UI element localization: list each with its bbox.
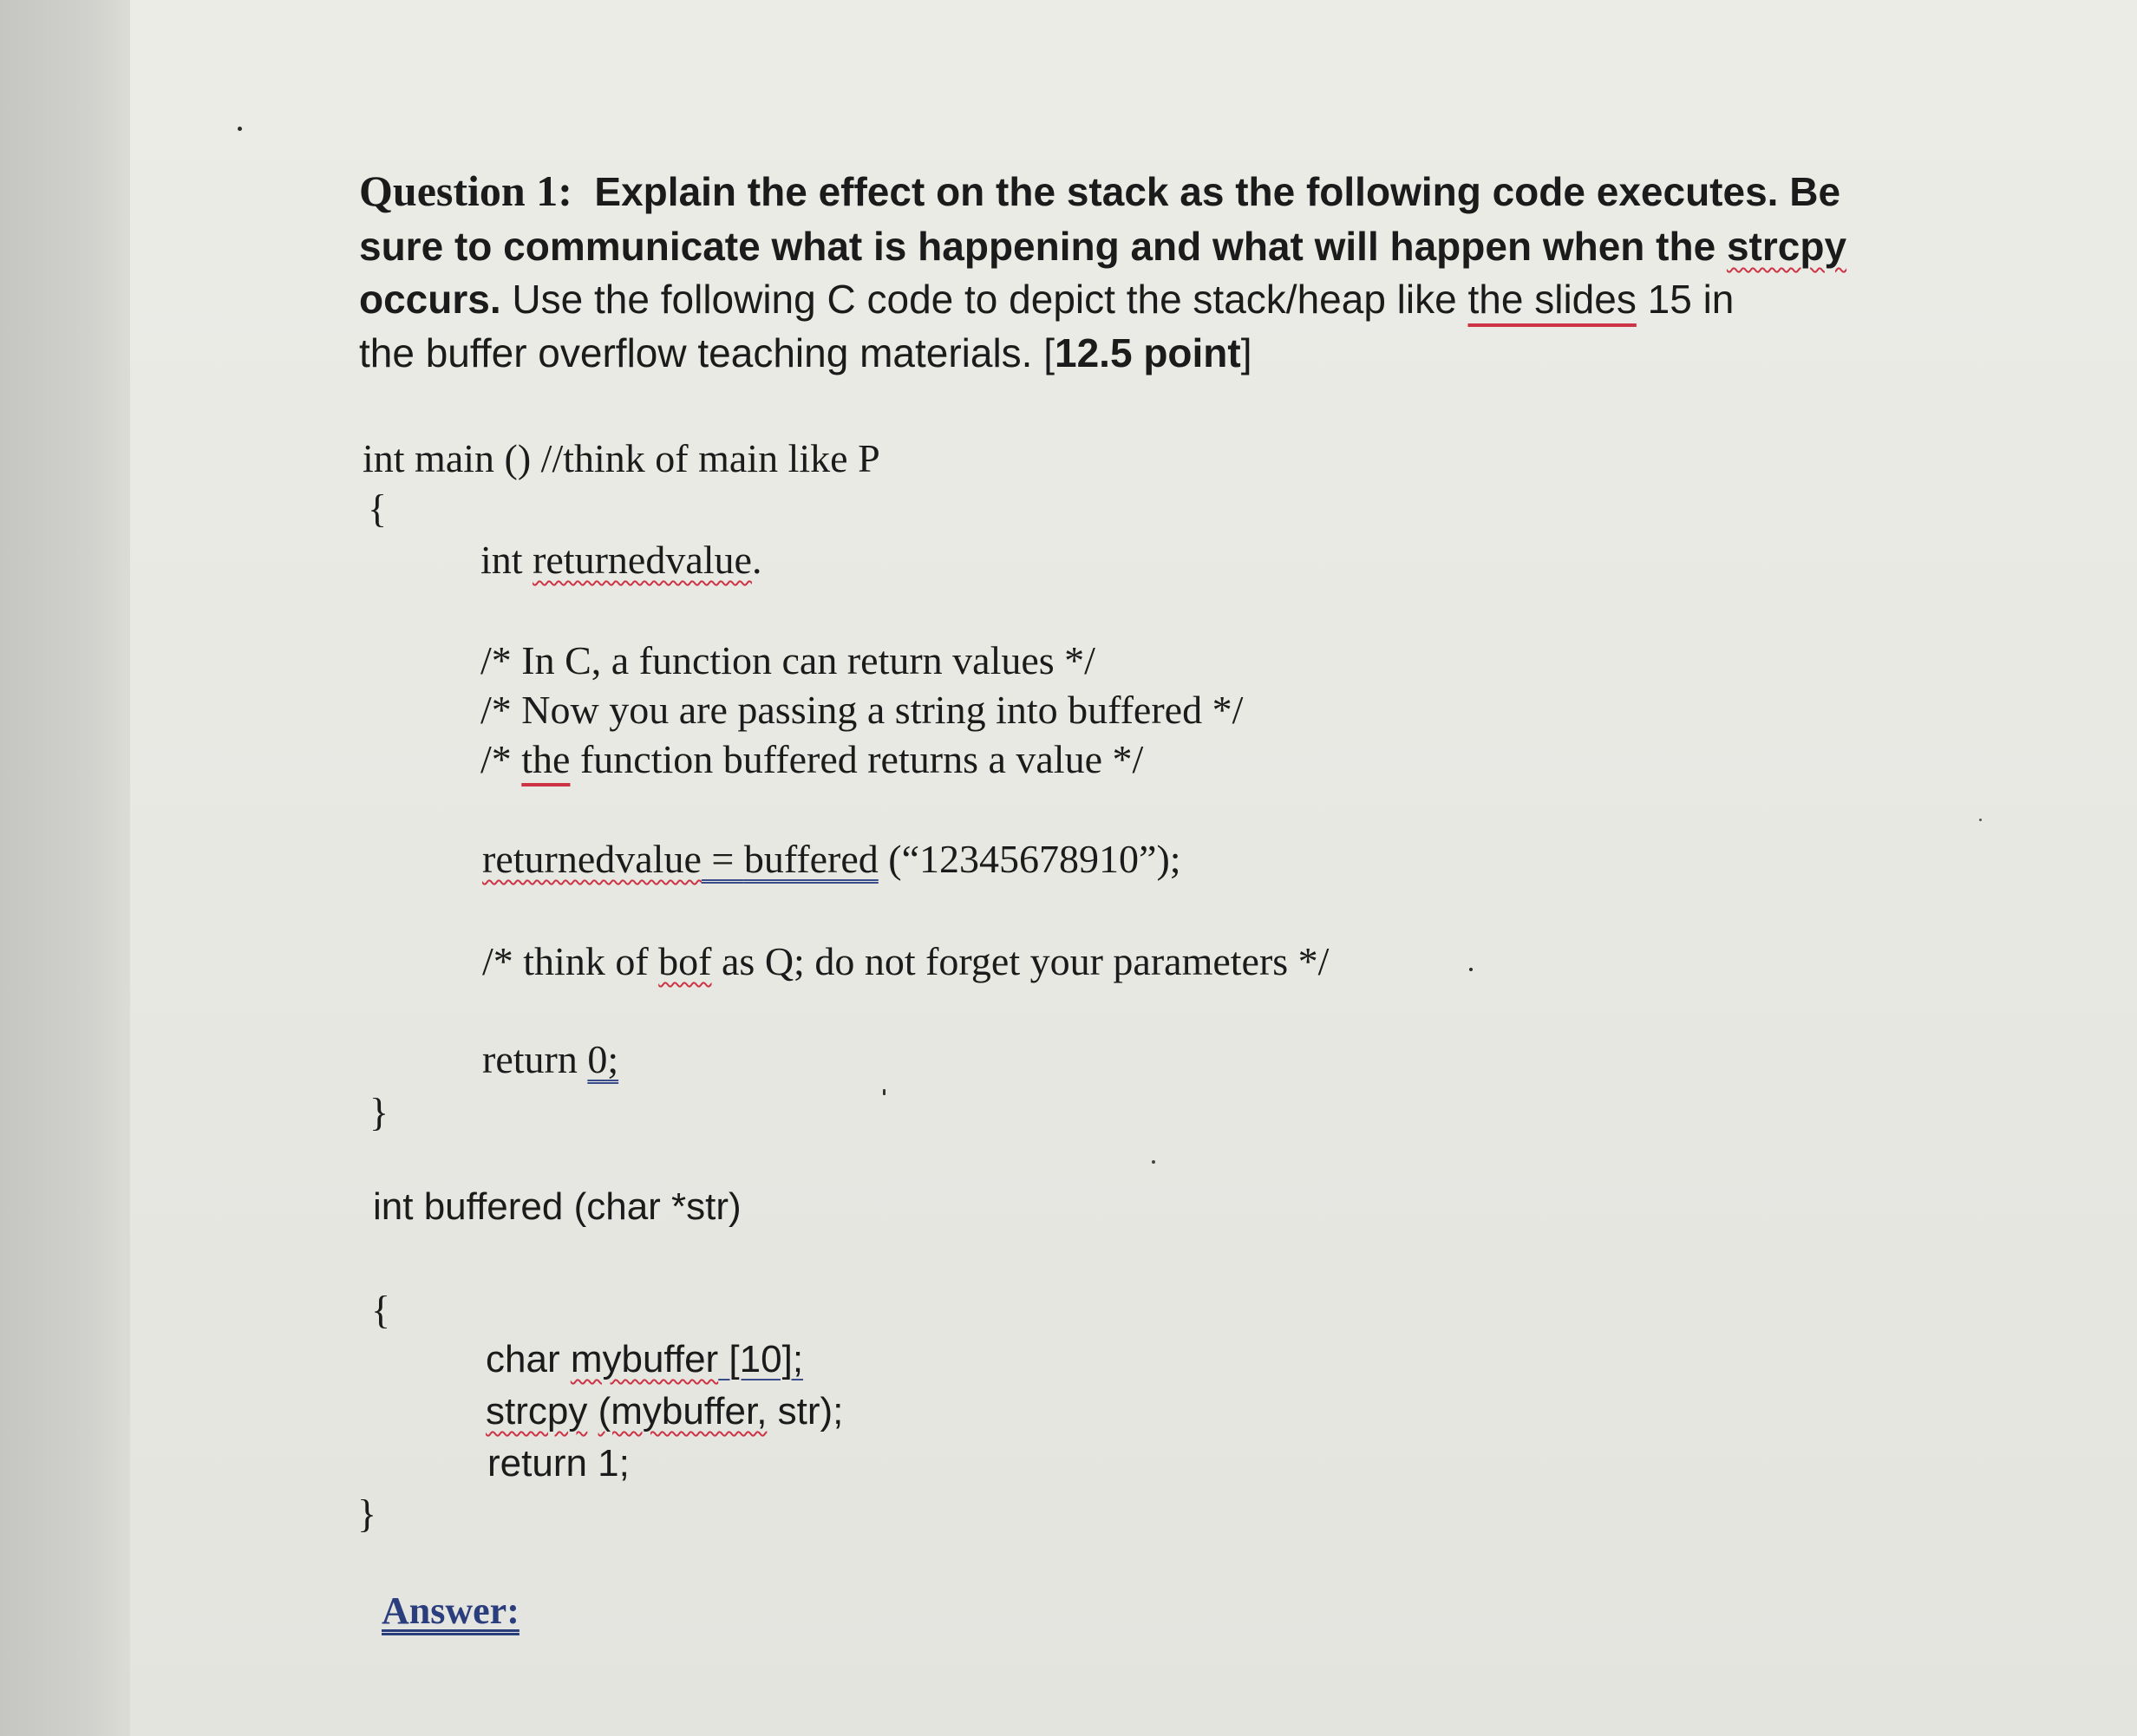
- page-speck: [1152, 1160, 1155, 1164]
- page-speck: [238, 127, 242, 131]
- main-declaration: [480, 535, 761, 585]
- call-buffered: buffered: [743, 837, 879, 881]
- call-args: (“12345678910”);: [878, 837, 1181, 881]
- buffered-close-brace: }: [357, 1491, 377, 1536]
- question-line-1: [359, 165, 1840, 218]
- return-value: 0;: [587, 1037, 619, 1081]
- comment-line-3: [480, 734, 1143, 785]
- comment3-pre: /*: [480, 737, 522, 781]
- comment3-post: function buffered returns a value */: [570, 737, 1144, 781]
- question-number: Question 1:: [359, 166, 572, 215]
- answer-label: Answer:: [382, 1589, 520, 1632]
- buffer-declaration: [486, 1334, 803, 1386]
- main-signature: int main () //think of main like P: [363, 436, 880, 480]
- decl-type: int: [480, 538, 533, 582]
- grammar-the-slides: the slides: [1467, 277, 1637, 322]
- spell-word-returnedvalue: returnedvalue: [533, 538, 752, 582]
- question-points: 12.5 point: [1055, 330, 1241, 375]
- return-keyword: return: [482, 1037, 588, 1081]
- comment-line-1: /* In C, a function can return values */: [480, 638, 1095, 682]
- spell-word-returnedvalue-2: returnedvalue: [482, 837, 702, 881]
- spell-word-mybuffer-2: (mybuffer,: [598, 1390, 768, 1433]
- buffered-open-brace: {: [371, 1288, 391, 1332]
- main-open-brace: {: [368, 486, 388, 531]
- strcpy-space: [587, 1390, 598, 1433]
- page-speck: [1979, 819, 1982, 821]
- comment4-post: as Q; do not forget your parameters */: [711, 939, 1330, 983]
- strcpy-rest: str);: [767, 1390, 844, 1433]
- spell-word-strcpy: strcpy: [1726, 224, 1847, 269]
- monitor-bezel: [0, 0, 130, 1736]
- question-text-2: sure to communicate what is happening and what will happen when the: [359, 224, 1727, 269]
- comment-line-2: /* Now you are passing a string into buffered */: [480, 688, 1244, 732]
- spell-word-mybuffer: mybuffer: [570, 1338, 719, 1380]
- buffered-return-line: return 1;: [487, 1442, 630, 1485]
- question-close-bracket: ]: [1240, 330, 1252, 375]
- buffer-size: [10];: [718, 1338, 804, 1380]
- char-keyword: char: [486, 1338, 571, 1380]
- page-speck: [1469, 968, 1473, 971]
- assignment-line: [482, 834, 1181, 884]
- decl-end: .: [751, 538, 762, 582]
- spell-word-strcpy-2: strcpy: [486, 1390, 588, 1433]
- question-occurs: occurs.: [359, 277, 501, 322]
- comment-line-4: [482, 937, 1329, 987]
- page-speck: [883, 1089, 886, 1095]
- assign-equals: =: [701, 837, 744, 881]
- question-text-3: Use the following C code to depict the stack/heap like: [500, 277, 1468, 322]
- return-line: [482, 1034, 618, 1085]
- strcpy-line: [486, 1386, 843, 1438]
- question-line-2: [359, 220, 1846, 272]
- question-text-3-tail: 15 in: [1636, 277, 1735, 322]
- question-line-3: [359, 273, 1734, 325]
- question-text-4: the buffer overflow teaching materials. [: [359, 330, 1055, 375]
- spell-word-bof: bof: [658, 939, 712, 983]
- grammar-the: the: [521, 737, 571, 781]
- question-text-1: Explain the effect on the stack as the following code executes. Be: [594, 169, 1841, 214]
- question-line-4: [359, 327, 1252, 379]
- buffered-signature: int buffered (char *str): [373, 1185, 742, 1228]
- main-close-brace: }: [369, 1090, 389, 1134]
- comment4-pre: /* think of: [482, 939, 659, 983]
